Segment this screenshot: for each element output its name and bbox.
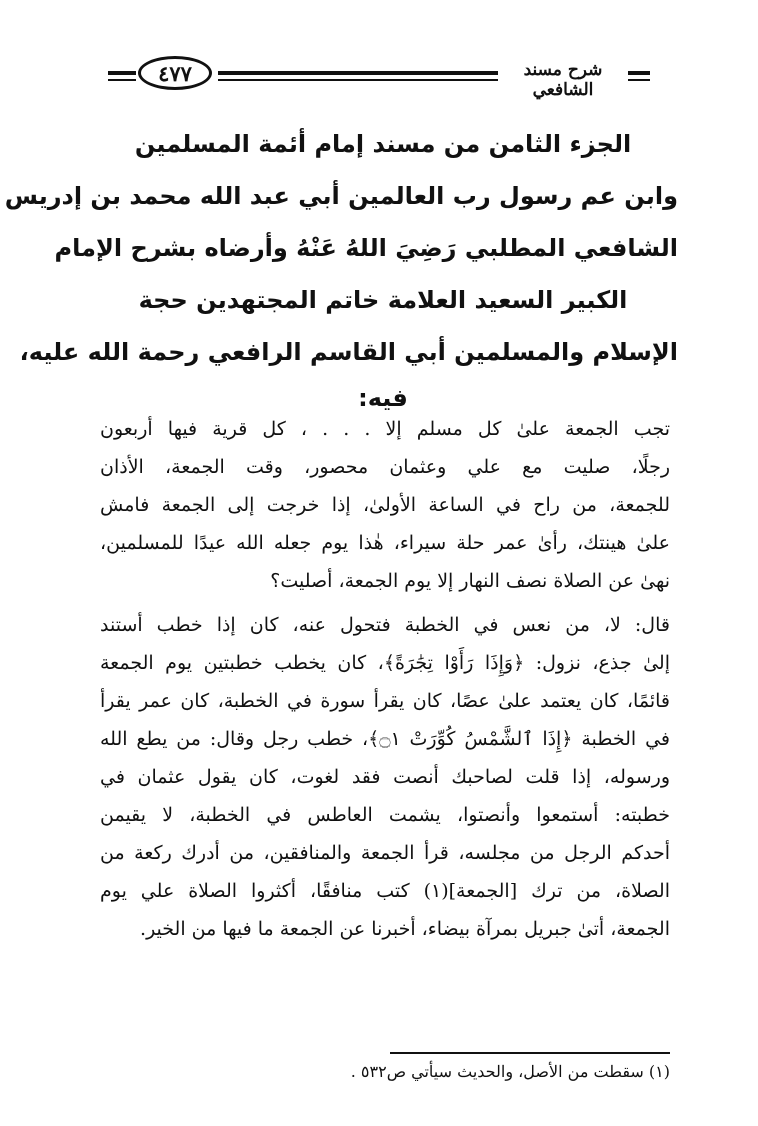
heading-line: الإسلام والمسلمين أبي القاسم الرافعي رحمة الله عليه، [19, 338, 678, 366]
heading-line: الشافعي المطلبي رَضِيَ اللهُ عَنْهُ وأرضاه بشرح الإمام [54, 234, 678, 262]
heading-line: الكبير السعيد العلامة خاتم المجتهدين حجة [138, 286, 628, 314]
header-rule [218, 79, 498, 81]
text-line: رجلًا، صليت مع علي وعثمان محصور، وقت الجمعة، الأذان [100, 456, 670, 478]
text-line: علىٰ هينتك، رأىٰ عمر حلة سيراء، هٰذا يوم جعله الله عيدًا للمسلمين، [100, 532, 670, 554]
text-line: تجب الجمعة علىٰ كل مسلم إلا . . . ، كل قرية فيها أربعون [100, 418, 670, 440]
text-line: الجمعة، أتىٰ جبريل بمرآة بيضاء، أخبرنا عن الجمعة ما فيها من الخير. [140, 918, 670, 940]
text-line: نهىٰ عن الصلاة نصف النهار إلا يوم الجمعة، أصليت؟ [270, 570, 670, 592]
header-rule [218, 71, 498, 75]
text-line: خطبته: أستمعوا وأنصتوا، يشمت العاطس في الخطبة، لا يقيمن [100, 804, 670, 826]
text-line: للجمعة، من راح في الساعة الأولىٰ، إذا خرجت إلى الجمعة فامش [100, 494, 670, 516]
footnote: (١) سقطت من الأصل، والحديث سيأتي ص٥٣٢ . [350, 1062, 670, 1081]
header-rule [628, 71, 650, 75]
section-heading [4, 118, 678, 418]
header-rule [108, 71, 136, 75]
running-header [108, 52, 670, 100]
text-line: ورسوله، إذا قلت لصاحبك أنصت فقد لغوت، كان يقول عثمان في [100, 766, 670, 788]
header-rule [108, 79, 136, 81]
text-line: إلىٰ جذع، نزول: ﴿وَإِذَا رَأَوْا تِجَٰرَةً﴾، كان يخطب خطبتين يوم الجمعة [100, 652, 670, 674]
text-line: في الخطبة ﴿إِذَا ٱلشَّمْسُ كُوِّرَتْ ۝١﴾، خطب رجل وقال: من يطع الله [100, 728, 670, 750]
paragraph [100, 410, 670, 600]
heading-line: وابن عم رسول رب العالمين أبي عبد الله محمد بن إدريس [4, 182, 678, 210]
running-title: شرح مسند الشافعي [523, 60, 603, 100]
footnote-separator [390, 1052, 670, 1054]
heading-line: الجزء الثامن من مسند إمام أئمة المسلمين [134, 130, 632, 158]
heading-line: فيه: [358, 384, 408, 412]
text-line: قال: لا، من نعس في الخطبة فتحول عنه، كان إذا خطب أستند [100, 614, 670, 636]
header-rule [628, 79, 650, 81]
paragraph [100, 606, 670, 948]
text-line: أحدكم الرجل من مجلسه، قرأ الجمعة والمنافقين، من أدرك ركعة من [100, 842, 670, 864]
text-line: الصلاة، من ترك [الجمعة](١) كتب منافقًا، أكثروا الصلاة علي يوم [100, 880, 670, 902]
text-line: قائمًا، كان يعتمد علىٰ عصًا، كان يقرأ سورة في الخطبة، كان عمر يقرأ [100, 690, 670, 712]
page-number: ٤٧٧ [138, 56, 212, 90]
